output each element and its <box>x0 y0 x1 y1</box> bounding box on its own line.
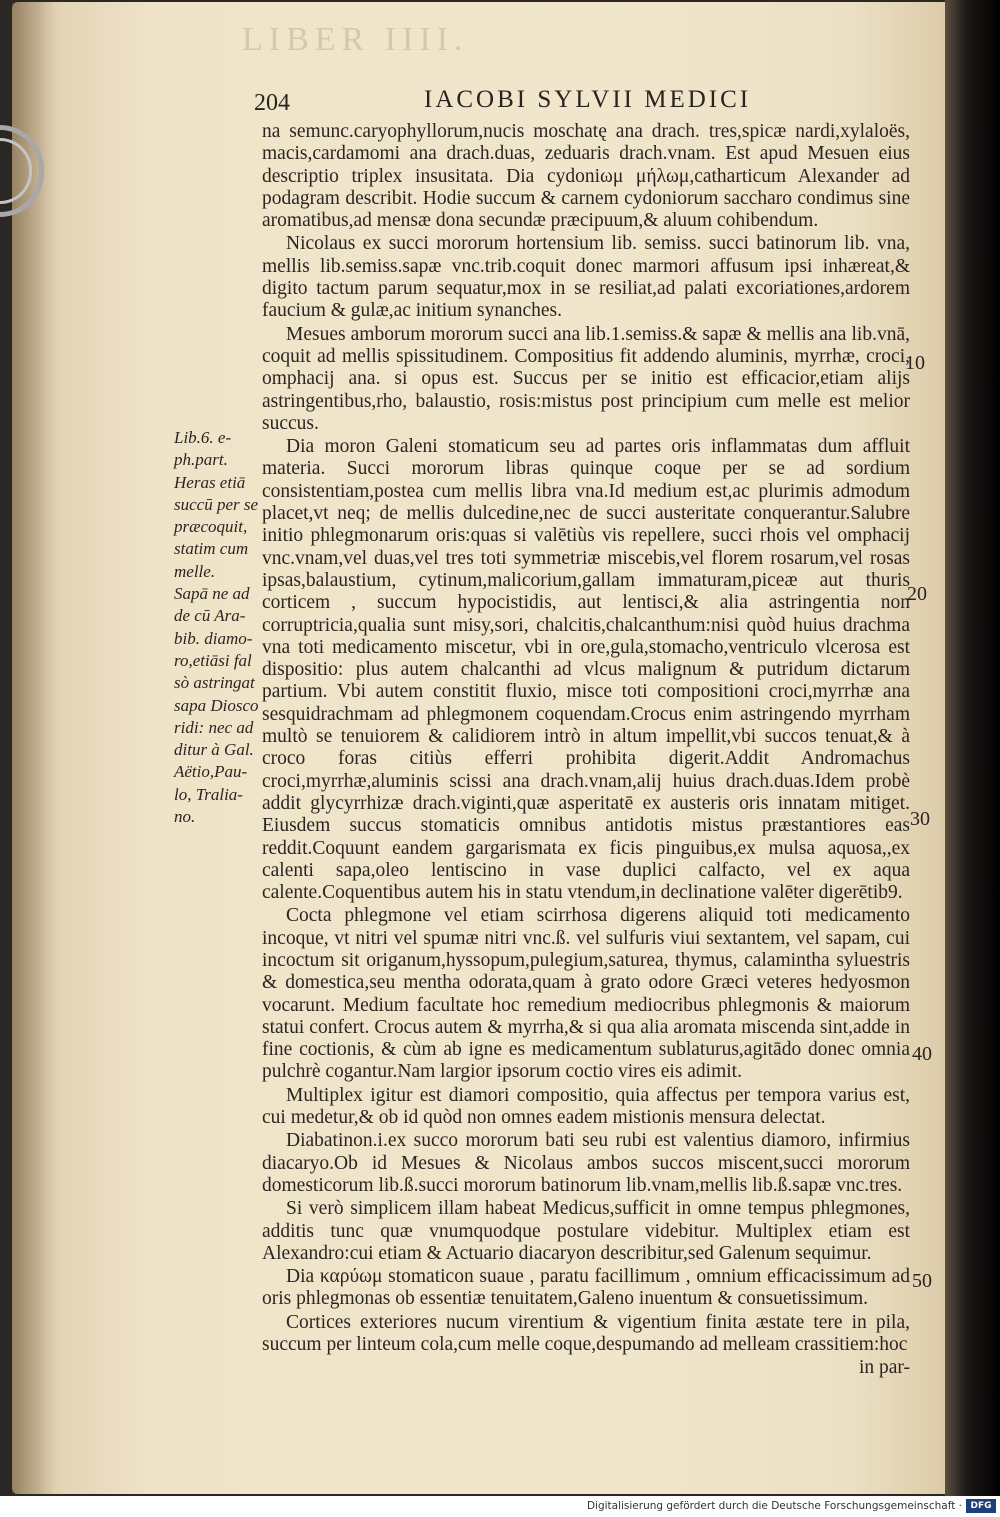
bleed-through-text: LIBER IIII. <box>242 21 469 58</box>
paragraph: Si verò simplicem illam habeat Medicus,sufficit in omne tempus phlegmones, additis tunc quæ vnumquodque postulare videbitur. Multiplex etiam est Alexandro:cui etiam & Actuario diacaryon describitur,sed Galenum sequimur. <box>262 1198 910 1264</box>
paragraph: Dia moron Galeni stomaticum seu ad partes oris inflammatas dum affluit materia. Succi mororum libras quinque coque per se ad sordium consistentiam,postea cum mellis libra vna.Id medium est,ac plurimis admodum placet,vt neq; de mellis dulcedine,nec de succi austeritate conquerantur.Salubre initio phlegmonarum oris:quas si valētiùs vis repellere, succi rhois vel omphacij vnc.vnam,vel duas,vel tres toti symmetriæ miscebis,vel florem rosarum,vel rosas ipsas,balaustium, cytinum,malicorium,gallam immaturam,piceæ aut thuris corticem , succum hypocistidis, aut lentisci,& alia astringentia non corruptricia,qualia sunt misy,sori, chalcitis,chalcanthum:nisi quòd huius drachma vna toti medicamento miscetur, vbi in ore,gula,stomacho,ventriculo vlcerosa est dispositio: plus autem chalcanthi ad vlcus malignum & putridum dictarum partium. Vbi autem constitit fluxio, misce toti compositioni croci,myrrhæ ana sesquidrachmam ad phlegmonem coquendam.Crocus enim astringendo myrrham multò se tenuiorem & calidiorem intrò in altum impellit,vbi succos tenuat,& à croco foras citiùs efferri prohibita digerit.Addit Andromachus croci,myrrhæ,aluminis scissi ana drach.vnam,alij huius drach.duas.Idem probè addit glycyrrhizæ drach.viginti,quæ asperitatē ex austeris oris innatam mitiget. Eiusdem succus stomaticis omnibus antidotis mistus præstantiores eas reddit.Coquunt eandem gargarismata ex ficis pinguibus,ex mulsa aquosa,,ex calenti sapa,oleo lentiscino in vase duplici calfacto, vel ex aqua calente.Coquentibus autem his in statu vtendum,in declinatione valēter digerētib9. <box>262 436 910 904</box>
line-number-40: 40 <box>912 1043 932 1065</box>
running-head: IACOBI SYLVII MEDICI <box>424 86 752 113</box>
line-number-50: 50 <box>912 1270 932 1292</box>
marginal-note-line: Lib.6. e- <box>174 428 232 447</box>
marginal-note-line: succū per se <box>174 494 259 514</box>
marginal-note-line: ro,etiāsi fal <box>174 650 252 670</box>
paragraph: Multiplex igitur est diamori compositio, quia affectus per tempora varius est, cui medetur,& ob id quòd non omnes eadem mistionis mensura delectat. <box>262 1084 910 1129</box>
paragraph: Mesues amborum mororum succi ana lib.1.semiss.& sapæ & mellis ana lib.vnā, coquit ad mellis spissitudinem. Compositius fit addendo aluminis, myrrhæ, croci, omphacij ana. si opus est. Succus per se initio est efficacior,etiam alijs astringentibus,rho, balaustio, rosis:mistus post principium cum melle est melior succus. <box>262 323 910 434</box>
page-gutter-shadow <box>12 2 54 1494</box>
marginal-note-line: ridi: nec ad <box>174 717 254 737</box>
marginal-note-line: lo, Tralia- <box>174 784 243 804</box>
paragraph: Nicolaus ex succi mororum hortensium lib. semiss. succi batinorum lib. vna, mellis lib.semiss.sapæ vnc.trib.coquit donec marmori affusum ipsi inhæreat,& digito tactum parum sequatur,mox in se resiliat,ad palati excoriationes,ardorem faucium & gulæ,ac initium synanches. <box>262 233 910 322</box>
marginal-note-line: Sapā ne ad <box>174 584 250 604</box>
dfg-logo: DFG <box>966 1499 996 1513</box>
line-number-10: 10 <box>905 352 925 374</box>
marginal-note-line: melle. <box>174 561 216 581</box>
marginal-note-line: bib. diamo- <box>174 628 253 648</box>
footer-bar <box>0 1496 1000 1517</box>
paragraph: Cortices exteriores nucum virentium & vigentium finita æstate tere in pila, succum per linteum cola,cum melle coque,despumando ad melleam crassitiem:hoc <box>262 1311 910 1356</box>
marginal-note-line: sapa Diosco <box>174 695 259 715</box>
paragraph: na semunc.caryophyllorum,nucis moschatę ana drach. tres,spicæ nardi,xylaloës, macis,cardamomi ana drach.duas, zeduaris drach.vnam. Est apud Mesuen eius descriptio triplex insusitata. Dia cydoniωμ μήλωμ,catharticum Alexander ad podagram describit. Hodie succum & carnem cydoniorum saccharo condimus sine aromatibus,ad mensæ dona secundæ præcipuum,& aluum cohibendum. <box>262 121 910 232</box>
marginal-note-line: de cū Ara- <box>174 606 246 626</box>
marginal-note-line: sò astringat <box>174 673 255 693</box>
marginal-note-line: Heras etiā <box>174 472 246 492</box>
line-number-30: 30 <box>910 808 930 830</box>
paragraph: Diabatinon.i.ex succo mororum bati seu rubi est valentius diamoro, infirmius diacaryo.Ob id Mesues & Nicolaus ambos succos miscent,succi mororum domesticorum lib.ß.succi mororum batinorum lib.vnam,mellis lib.ß.sapæ vnc.tres. <box>262 1130 910 1196</box>
catchword: in par- <box>858 1357 910 1379</box>
footer-credit: Digitalisierung gefördert durch die Deutsche Forschungsgemeinschaft · <box>586 1500 962 1512</box>
main-text <box>262 121 910 1381</box>
marginal-note-line: statim cum <box>174 539 249 559</box>
marginal-note-line: Aëtio,Pau- <box>174 762 248 782</box>
paragraph: Dia καρύωμ stomaticon suaue , paratu facillimum , omnium efficacissimum ad oris phlegmonas ob essentiæ tenuitatem,Galeno inuentum & consuetissimum. <box>262 1266 910 1310</box>
book-spine <box>945 0 1000 1496</box>
marginal-note-line: no. <box>174 807 196 827</box>
paragraph: Cocta phlegmone vel etiam scirrhosa digerens aliquid toti medicamento incoque, vt nitri vel spumæ nitri vnc.ß. vel sulfuris viui sextantem, vel sapam, cui incoctum sit origanum,hyssopum,pulegium,saturea, thymus, calamintha syluestris & domestica,seu mentha odorata,quam à grato odore Græci veteres hedyosmon vocarunt. Medium facultate hoc remedium mediocribus phlegmonis & maiorum statui confert. Crocus autem & myrrha,& si qua alia aromata miscenda sint,adde in fine coctionis, & cùm ab igne es medicamentum sublaturus,agitādo donec omnia pulchrè cogantur.Nam largior ipsorum coctio vires eis adimit. <box>262 905 910 1083</box>
marginal-note-line: præcoquit, <box>174 517 248 537</box>
marginal-note-line: ditur à Gal. <box>174 740 254 760</box>
marginal-note-line: ph.part. <box>174 450 228 470</box>
page-number: 204 <box>254 90 290 116</box>
line-number-20: 20 <box>907 583 927 605</box>
marginal-note <box>174 427 264 828</box>
